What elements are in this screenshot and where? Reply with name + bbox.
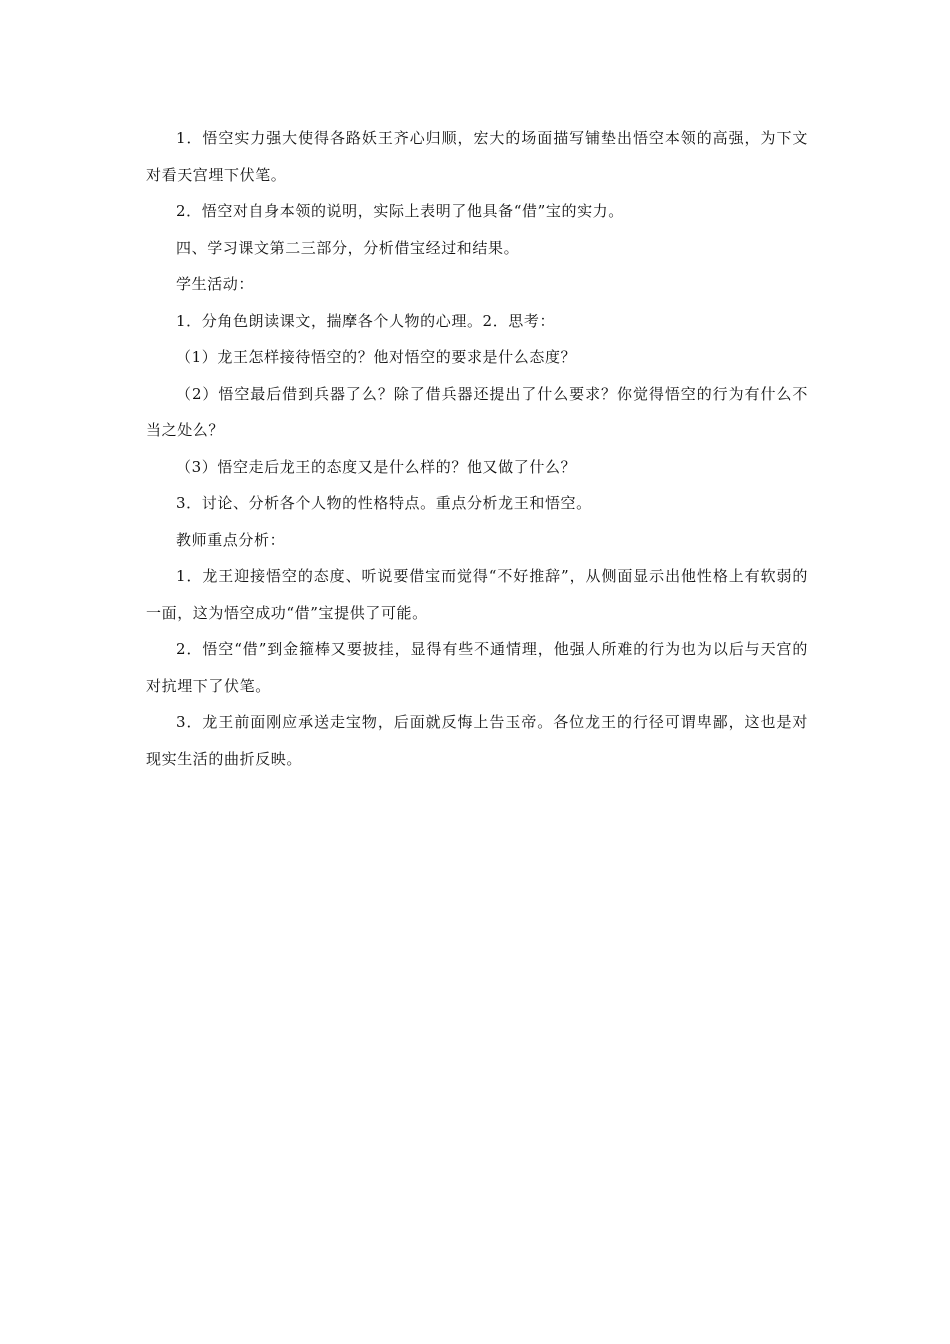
teacher-point-2: 2．悟空“借”到金箍棒又要披挂，显得有些不通情理，他强人所难的行为也为以后与天宫的对抗埋下了伏笔。 bbox=[146, 640, 808, 695]
teacher-point-3: 3．龙王前面刚应承送走宝物，后面就反悔上告玉帝。各位龙王的行径可谓卑鄙，这也是对现实生活的曲折反映。 bbox=[146, 713, 808, 768]
paragraph-analysis-2: 2．悟空对自身本领的说明，实际上表明了他具备“借”宝的实力。 bbox=[176, 202, 624, 220]
paragraph-analysis-1: 1．悟空实力强大使得各路妖王齐心归顺，宏大的场面描写铺垫出悟空本领的高强，为下文对看天宫埋下伏笔。 bbox=[146, 129, 808, 184]
teacher-point-1: 1．龙王迎接悟空的态度、听说要借宝而觉得“不好推辞”，从侧面显示出他性格上有软弱的一面，这为悟空成功“借”宝提供了可能。 bbox=[146, 567, 808, 622]
document-body bbox=[146, 120, 808, 777]
question-2: （2）悟空最后借到兵器了么？除了借兵器还提出了什么要求？你觉得悟空的行为有什么不当之处么？ bbox=[146, 384, 808, 439]
activity-item-3: 3．讨论、分析各个人物的性格特点。重点分析龙王和悟空。 bbox=[176, 494, 592, 512]
activity-item-1: 1．分角色朗读课文，揣摩各个人物的心理。2．思考： bbox=[176, 311, 556, 330]
section-heading-four: 四、学习课文第二三部分，分析借宝经过和结果。 bbox=[176, 238, 520, 257]
question-1: （1）龙王怎样接待悟空的？他对悟空的要求是什么态度？ bbox=[176, 348, 577, 366]
teacher-analysis-heading: 教师重点分析： bbox=[176, 530, 286, 549]
student-activity-heading: 学生活动： bbox=[176, 275, 255, 293]
question-3: （3）悟空走后龙王的态度又是什么样的？他又做了什么？ bbox=[176, 457, 577, 476]
